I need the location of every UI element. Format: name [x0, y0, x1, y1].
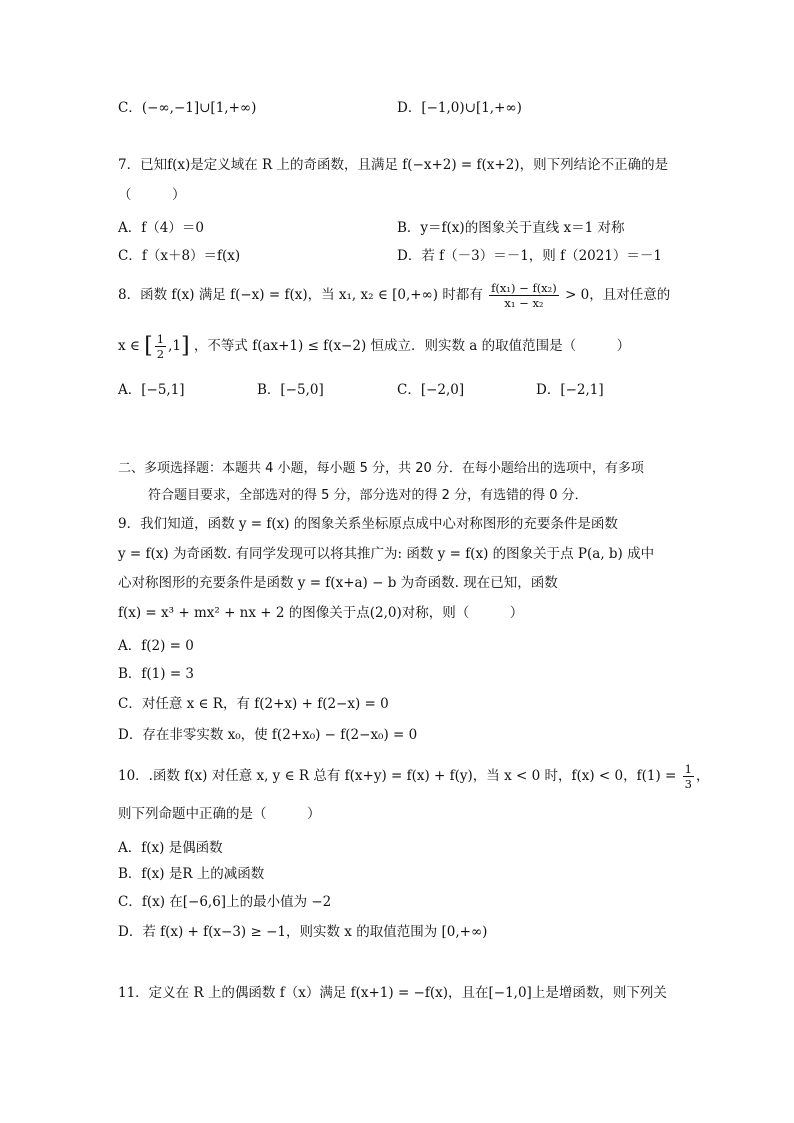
q8-stem-part1: 8．函数 f(x) 满足 f(−x) = f(x)，当 x₁, x₂ ∈ [0,+∞) 时都有 [118, 287, 483, 303]
q8-option-a: A．[−5,1] [118, 382, 185, 398]
q8-stem-line1 [118, 277, 670, 313]
q8-option-b: B．[−5,0] [257, 382, 324, 398]
q10-frac-den: 3 [684, 777, 692, 791]
q10-option-b: B．f(x) 是R 上的减函数 [118, 866, 265, 882]
q9-option-d: D．存在非零实数 x₀，使 f(2+x₀) − f(2−x₀) = 0 [118, 727, 418, 743]
q10-stem-part1: 10．.函数 f(x) 对任意 x, y ∈ R 总有 f(x+y) = f(x) + f(y)，当 x < 0 时，f(x) < 0，f(1) = [118, 768, 677, 784]
q11-stem-line1: 11．定义在 R 上的偶函数 f（x）满足 f(x+1) = −f(x)，且在[−1,0]上是增函数，则下列关 [118, 985, 667, 1001]
q8-difference-quotient [489, 281, 559, 310]
q8-interval-half [155, 332, 166, 361]
q10-stem-line1 [118, 758, 709, 794]
q7-stem: 7．已知f(x)是定义域在 R 上的奇函数，且满足 f(−x+2) = f(x+2)，则下列结论不正确的是 [118, 157, 669, 173]
q7-option-b: B．y＝f(x)的图象关于直线 x＝1 对称 [397, 220, 625, 236]
section2-heading-line1: 二、多项选择题：本题共 4 小题，每小题 5 分，共 20 分．在每小题给出的选项中，有多项 [118, 461, 644, 476]
q8-interval-tail: ,1 [168, 338, 182, 354]
q8-half-den: 2 [156, 347, 165, 361]
q8-x-in: x ∈ [118, 338, 140, 354]
q8-frac-denominator: x₁ − x₂ [504, 296, 544, 310]
q7-answer-blank: （ ） [118, 187, 186, 203]
left-bracket: [ [144, 333, 153, 359]
q9-stem-line4: f(x) = x³ + mx² + nx + 2 的图像关于点(2,0)对称，则（ ） [118, 605, 524, 621]
q10-stem-part2: ， [695, 768, 710, 784]
q8-half-num: 1 [156, 332, 165, 346]
q8-stem-part2: > 0，且对任意的 [565, 287, 671, 303]
q9-stem-line3: 心对称图形的充要条件是函数 y = f(x+a) − b 为奇函数. 现在已知，函数 [118, 575, 558, 591]
q7-option-d: D．若 f（－3）＝－1，则 f（2021）＝－1 [397, 248, 663, 264]
q10-option-a: A．f(x) 是偶函数 [118, 840, 223, 856]
q9-stem-line2: y = f(x) 为奇函数. 有同学发现可以将其推广为: 函数 y = f(x) 的图象关于点 P(a, b) 成中 [118, 546, 655, 562]
q10-frac-num: 1 [684, 762, 692, 776]
q6-option-c: C．(−∞,−1]∪[1,+∞) [118, 100, 257, 116]
q9-stem-line1: 9．我们知道，函数 y = f(x) 的图象关系坐标原点成中心对称图形的充要条件是函数 [118, 516, 618, 532]
q6-option-d: D．[−1,0)∪[1,+∞) [397, 100, 522, 116]
q9-option-a: A．f(2) = 0 [118, 638, 194, 654]
q7-option-c: C．f（x＋8）＝f(x) [118, 248, 241, 264]
q9-option-b: B．f(1) = 3 [118, 666, 195, 682]
q9-option-c: C．对任意 x ∈ R，有 f(2+x) + f(2−x) = 0 [118, 696, 389, 712]
q8-option-d: D．[−2,1] [536, 382, 604, 398]
q8-option-c: C．[−2,0] [397, 382, 465, 398]
q10-option-c: C．f(x) 在[−6,6]上的最小值为 −2 [118, 894, 332, 910]
q10-stem-line2: 则下列命题中正确的是（ ） [118, 806, 321, 822]
q7-option-a: A．f（4）＝0 [118, 220, 204, 236]
q10-option-d: D．若 f(x) + f(x−3) ≥ −1，则实数 x 的取值范围为 [0,+∞) [118, 924, 488, 940]
right-bracket: ] [181, 333, 190, 359]
q10-one-third [683, 762, 694, 791]
section2-heading-line2: 符合题目要求，全部选对的得 5 分，部分选对的得 2 分，有选错的得 0 分． [148, 488, 588, 503]
q8-stem-line2 [118, 328, 630, 365]
q8-frac-numerator: f(x₁) − f(x₂) [491, 281, 557, 295]
q8-stem-part3: ，不等式 f(ax+1) ≤ f(x−2) 恒成立．则实数 a 的取值范围是（ ） [193, 338, 631, 354]
